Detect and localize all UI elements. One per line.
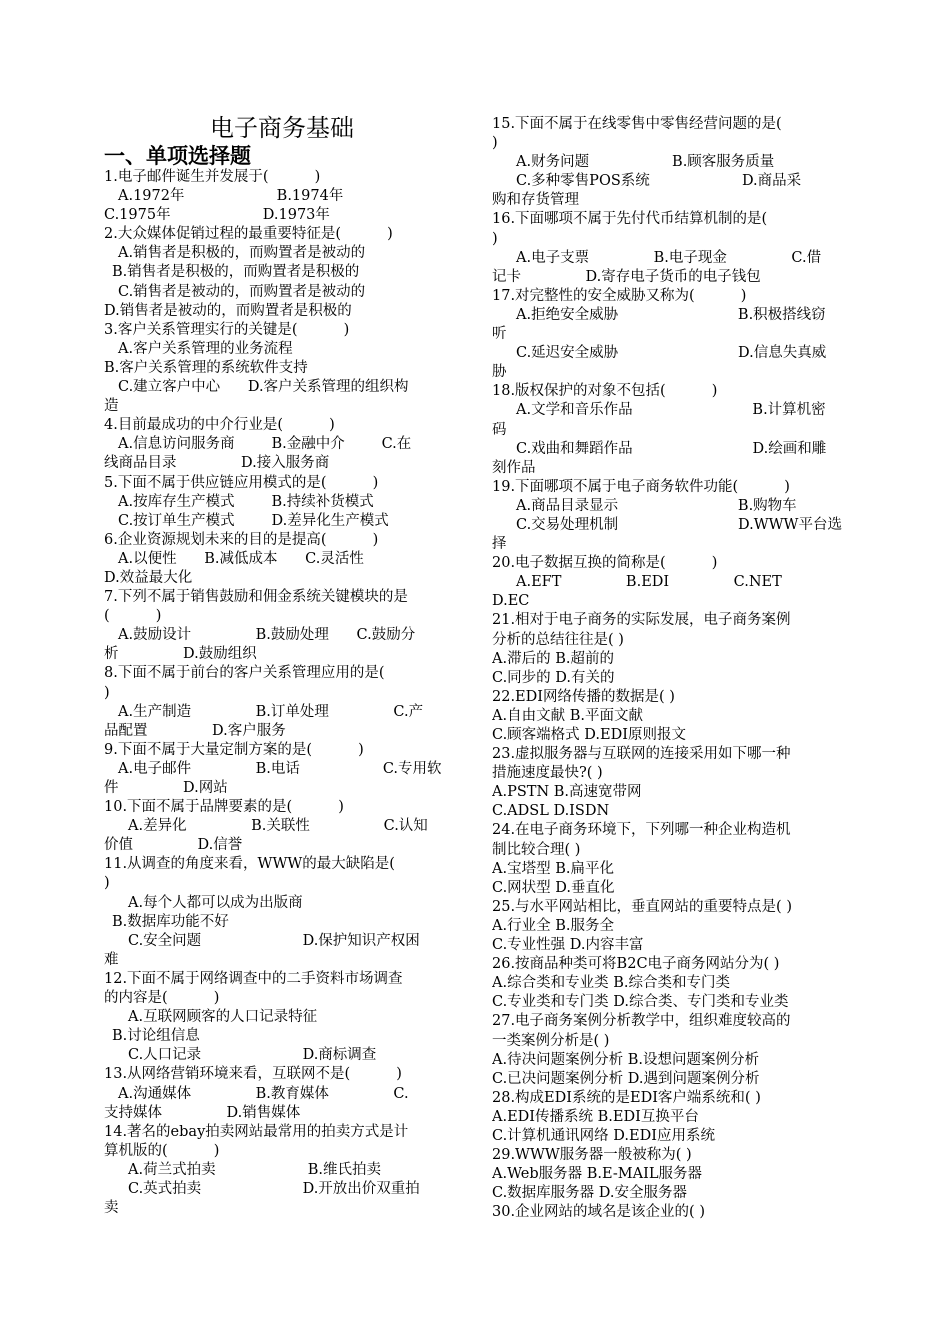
question-line: B.数据库功能不好 bbox=[112, 913, 229, 930]
question-line: 件 D.网站 bbox=[104, 780, 228, 796]
question-line: 胁 bbox=[492, 364, 507, 381]
question-line: 24.在电子商务环境下，下列哪一种企业构造机 bbox=[492, 822, 791, 839]
question-line: ) bbox=[492, 230, 498, 247]
question-line: 品配置 D.客户服务 bbox=[104, 722, 286, 739]
question-line: 18.版权保护的对象不包括( ) bbox=[492, 383, 718, 400]
question-line: 记卡 D.寄存电子货币的电子钱包 bbox=[492, 268, 761, 285]
question-line: C.多种零售POS系统 D.商品采 bbox=[516, 173, 802, 190]
question-line: 分析的总结往往是( ) bbox=[492, 631, 624, 648]
question-line: 21.相对于电子商务的实际发展，电子商务案例 bbox=[492, 612, 791, 629]
question-line: C.ADSL D.ISDN bbox=[492, 803, 610, 820]
question-line: 2.大众媒体促销过程的最重要特征是( ) bbox=[104, 226, 393, 243]
question-line: 30.企业网站的域名是该企业的( ) bbox=[492, 1204, 705, 1221]
question-line: A.待决问题案例分析 B.设想问题案例分析 bbox=[492, 1051, 759, 1068]
question-line: 13.从网络营销环境来看，互联网不是( ) bbox=[104, 1066, 402, 1083]
question-line: C.戏曲和舞蹈作品 D.绘画和雕 bbox=[516, 440, 827, 457]
question-line: A.销售者是积极的，而购置者是被动的 bbox=[118, 245, 366, 262]
question-line: D.销售者是被动的，而购置者是积极的 bbox=[104, 302, 352, 319]
question-line: A.EDI传播系统 B.EDI互换平台 bbox=[492, 1108, 699, 1125]
question-line: A.EFT B.EDI C.NET bbox=[516, 574, 782, 591]
question-line: 价值 D.信誉 bbox=[104, 837, 243, 854]
left-question-lines bbox=[104, 168, 460, 1218]
question-line: 10.下面不属于品牌要素的是( ) bbox=[104, 799, 344, 816]
question-line: A.差异化 B.关联性 C.认知 bbox=[128, 818, 428, 835]
question-line: C.人口记录 D.商标调查 bbox=[128, 1047, 377, 1064]
question-line: 5.下面不属于供应链应用模式的是( ) bbox=[104, 474, 379, 491]
question-line: A.每个人都可以成为出版商 bbox=[128, 894, 303, 911]
question-line: 17.对完整性的安全威胁又称为( ) bbox=[492, 287, 747, 304]
question-line: C.计算机通讯网络 D.EDI应用系统 bbox=[492, 1127, 715, 1144]
question-line: ) bbox=[492, 135, 498, 152]
question-line: A.文学和音乐作品 B.计算机密 bbox=[516, 402, 826, 419]
question-line: 的内容是( ) bbox=[104, 990, 220, 1007]
question-line: A.行业全 B.服务全 bbox=[492, 917, 614, 934]
question-line: C.已决问题案例分析 D.遇到问题案例分析 bbox=[492, 1070, 760, 1087]
question-line: A.信息访问服务商 B.金融中介 C.在 bbox=[118, 436, 412, 453]
question-line: 7.下列不属于销售鼓励和佣金系统关键模块的是 bbox=[104, 589, 408, 606]
question-line: C.专业性强 D.内容丰富 bbox=[492, 937, 644, 954]
question-line: C.顾客端格式 D.EDI原则报文 bbox=[492, 727, 686, 743]
question-line: ( ) bbox=[104, 608, 162, 625]
question-line: A.沟通媒体 B.教育媒体 C. bbox=[118, 1085, 409, 1102]
question-line: 4.目前最成功的中介行业是( ) bbox=[104, 417, 335, 434]
question-line: A.商品目录显示 B.购物车 bbox=[516, 497, 797, 514]
question-line: C.数据库服务器 D.安全服务器 bbox=[492, 1185, 688, 1202]
question-line: 22.EDI网络传播的数据是( ) bbox=[492, 688, 675, 705]
document-title: 电子商务基础 bbox=[210, 114, 354, 142]
question-line: B.客户关系管理的系统软件支持 bbox=[104, 359, 308, 376]
question-line: 卖 bbox=[104, 1200, 119, 1217]
question-line: 11.从调查的角度来看，WWW的最大缺陷是( bbox=[104, 856, 395, 873]
question-line: 择 bbox=[492, 536, 507, 553]
question-line: 19.下面哪项不属于电子商务软件功能( ) bbox=[492, 478, 790, 495]
question-line: C.延迟安全威胁 D.信息失真威 bbox=[516, 345, 827, 362]
question-line: 造 bbox=[104, 398, 119, 415]
question-line: C.安全问题 D.保护知识产权困 bbox=[128, 932, 420, 949]
question-line: 码 bbox=[492, 421, 507, 438]
question-line: A.客户关系管理的业务流程 bbox=[118, 340, 293, 357]
question-line: D.效益最大化 bbox=[104, 569, 193, 586]
question-line: 15.下面不属于在线零售中零售经营问题的是( bbox=[492, 116, 782, 132]
question-line: C.专业类和专门类 D.综合类、专门类和专业类 bbox=[492, 994, 789, 1011]
question-line: 8.下面不属于前台的客户关系管理应用的是( bbox=[104, 665, 385, 682]
question-line: A.财务问题 B.顾客服务质量 bbox=[516, 154, 775, 171]
question-line: A.滞后的 B.超前的 bbox=[492, 650, 614, 667]
question-line: C.英式拍卖 D.开放出价双重拍 bbox=[128, 1180, 420, 1197]
question-line: A.1972年 B.1974年 bbox=[118, 188, 344, 205]
question-line: A.互联网顾客的人口记录特征 bbox=[128, 1009, 318, 1026]
question-line: 27.电子商务案例分析教学中，组织难度较高的 bbox=[492, 1013, 791, 1030]
question-line: C.建立客户中心 D.客户关系管理的组织构 bbox=[118, 379, 409, 396]
question-line: A.综合类和专业类 B.综合类和专门类 bbox=[492, 975, 730, 992]
question-line: A.以便性 B.减低成本 C.灵活性 bbox=[118, 550, 364, 567]
question-line: ) bbox=[104, 684, 110, 701]
question-line: C.1975年 D.1973年 bbox=[104, 207, 330, 224]
question-line: 9.下面不属于大量定制方案的是( ) bbox=[104, 741, 364, 758]
question-line: 28.构成EDI系统的是EDI客户端系统和( ) bbox=[492, 1089, 761, 1106]
question-line: 6.企业资源规划未来的目的是提高( ) bbox=[104, 531, 379, 548]
question-line: 1.电子邮件诞生并发展于( ) bbox=[104, 169, 321, 185]
question-line: B.讨论组信息 bbox=[112, 1028, 200, 1045]
question-line: 3.客户关系管理实行的关键是( ) bbox=[104, 321, 350, 338]
question-line: A.宝塔型 B.扁平化 bbox=[492, 860, 614, 877]
question-line: 算机版的( ) bbox=[104, 1142, 220, 1159]
question-line: 购和存货管理 bbox=[492, 192, 579, 209]
question-line: 刻作品 bbox=[492, 459, 536, 476]
question-line: 难 bbox=[104, 951, 119, 968]
question-line: 措施速度最快?( ) bbox=[492, 765, 603, 782]
question-line: C.交易处理机制 D.WWW平台选 bbox=[516, 516, 842, 533]
question-line: 听 bbox=[492, 326, 507, 343]
question-line: 20.电子数据互换的简称是( ) bbox=[492, 555, 718, 572]
question-line: A.PSTN B.高速宽带网 bbox=[492, 784, 642, 801]
question-line: 制比较合理( ) bbox=[492, 841, 581, 858]
question-line: 14.著名的ebay拍卖网站最常用的拍卖方式是计 bbox=[104, 1123, 409, 1140]
question-line: A.自由文献 B.平面文献 bbox=[492, 707, 643, 724]
question-line: 26.按商品种类可将B2C电子商务网站分为( ) bbox=[492, 956, 780, 973]
section-heading: 一、单项选择题 bbox=[104, 144, 251, 168]
question-line: C.网状型 D.垂直化 bbox=[492, 879, 615, 896]
question-line: A.Web服务器 B.E-MAIL服务器 bbox=[492, 1166, 702, 1183]
question-line: 线商品目录 D.接入服务商 bbox=[104, 455, 330, 472]
question-line: A.鼓励设计 B.鼓励处理 C.鼓励分 bbox=[118, 627, 416, 644]
question-line: 12.下面不属于网络调查中的二手资料市场调查 bbox=[104, 970, 403, 987]
question-line: C.销售者是被动的，而购置者是被动的 bbox=[118, 283, 366, 300]
question-line: B.销售者是积极的，而购置者是积极的 bbox=[112, 264, 360, 281]
right-question-lines bbox=[492, 115, 847, 1222]
question-line: 支持媒体 D.销售媒体 bbox=[104, 1104, 301, 1121]
question-line: A.荷兰式拍卖 B.维氏拍卖 bbox=[128, 1161, 382, 1178]
question-line: 一类案例分析是( ) bbox=[492, 1032, 610, 1049]
question-line: A.电子邮件 B.电话 C.专用软 bbox=[118, 760, 442, 777]
question-line: A.电子支票 B.电子现金 C.借 bbox=[516, 249, 822, 266]
question-line: 23.虚拟服务器与互联网的连接采用如下哪一种 bbox=[492, 746, 791, 763]
question-line: C.按订单生产模式 D.差异化生产模式 bbox=[118, 512, 389, 529]
question-line: A.拒绝安全威胁 B.积极搭线窃 bbox=[516, 306, 826, 323]
question-line: 29.WWW服务器一般被称为( ) bbox=[492, 1147, 692, 1164]
question-line: A.按库存生产模式 B.持续补货模式 bbox=[118, 493, 374, 510]
question-line: 析 D.鼓励组织 bbox=[104, 646, 257, 663]
question-line: 16.下面哪项不属于先付代币结算机制的是( bbox=[492, 211, 768, 228]
question-line: 25.与水平网站相比，垂直网站的重要特点是( ) bbox=[492, 898, 792, 915]
question-line: A.生产制造 B.订单处理 C.产 bbox=[118, 703, 424, 720]
question-line: C.同步的 D.有关的 bbox=[492, 669, 615, 686]
question-line: ) bbox=[104, 875, 110, 892]
question-line: D.EC bbox=[492, 593, 530, 610]
